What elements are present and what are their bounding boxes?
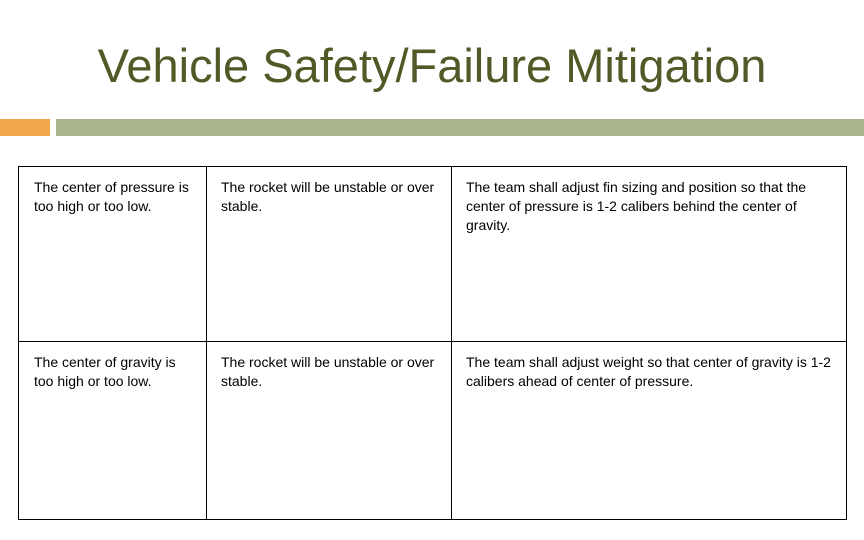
mitigation-table [18,166,847,520]
table-row [19,342,847,520]
mitigation-cell: The team shall adjust fin sizing and position so that the center of pressure is 1-2 calibers behind the center of gravity. [452,167,847,342]
effect-cell: The rocket will be unstable or over stable. [207,342,452,520]
hazard-cell: The center of gravity is too high or too low. [19,342,207,520]
mitigation-cell: The team shall adjust weight so that center of gravity is 1-2 calibers ahead of center of pressure. [452,342,847,520]
accent-bar-green [56,119,864,136]
table-row [19,167,847,342]
effect-cell: The rocket will be unstable or over stable. [207,167,452,342]
slide-title: Vehicle Safety/Failure Mitigation [97,39,767,92]
accent-bar-orange [0,119,50,136]
hazard-cell: The center of pressure is too high or too low. [19,167,207,342]
